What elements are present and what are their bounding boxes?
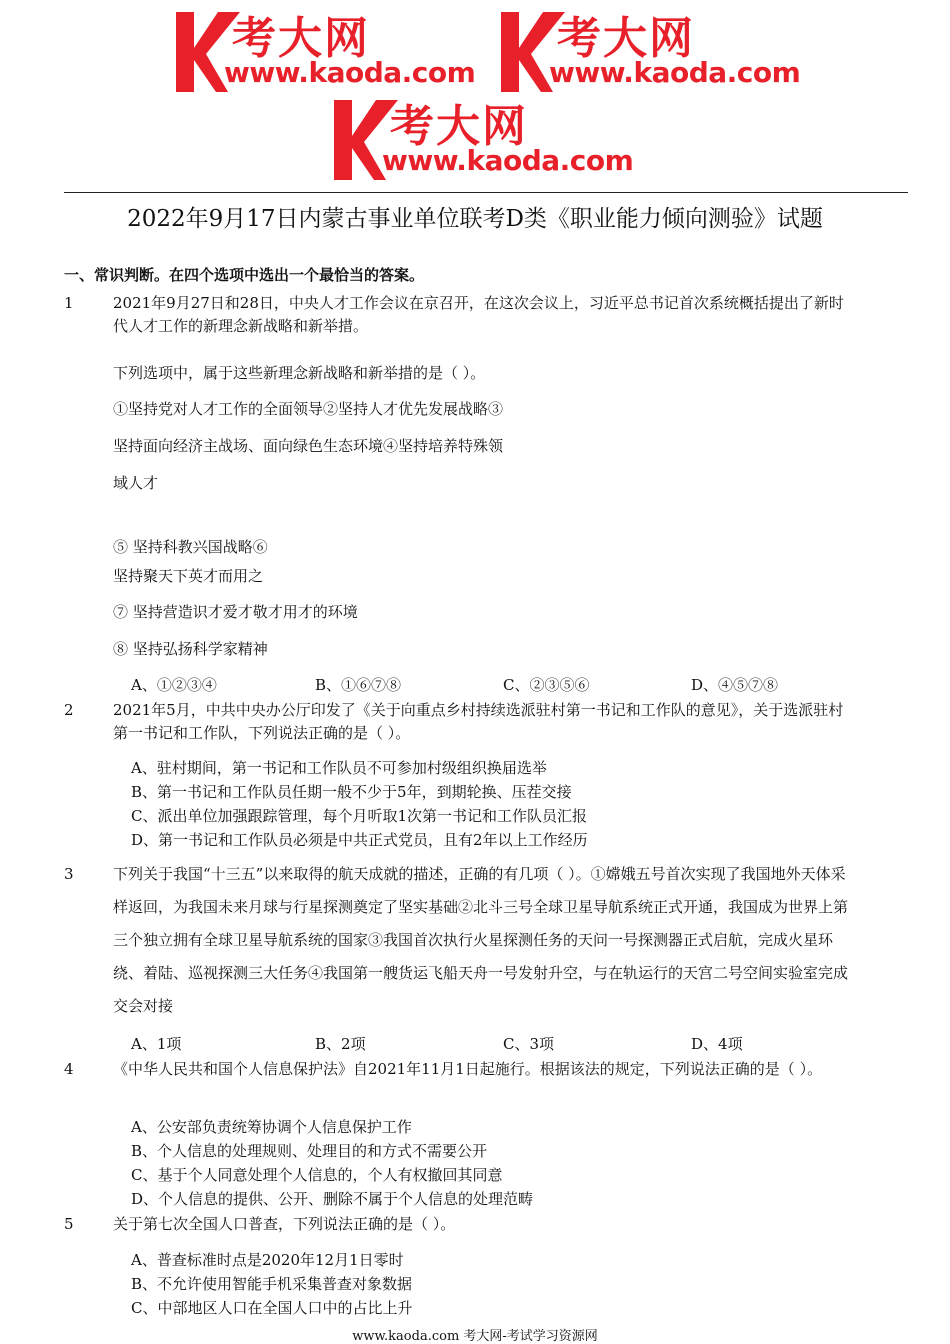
page-footer: www.kaoda.com 考大网-考试学习资源网 <box>352 1329 598 1344</box>
question-stem: 《中华人民共和国个人信息保护法》自2021年11月1日起施行。根据该法的规定，下列说法正确的是（ ）。 <box>113 1060 823 1078</box>
option-c[interactable]: C、3项 <box>503 1035 555 1053</box>
page-title: 2022年9月17日内蒙古事业单位联考D类《职业能力倾向测验》试题 <box>127 206 823 232</box>
statement-line: ①坚持党对人才工作的全面领导②坚持人才优先发展战略③ <box>113 400 504 418</box>
option-a[interactable]: A、①②③④ <box>131 676 217 694</box>
option-b[interactable]: B、①⑥⑦⑧ <box>315 676 402 694</box>
question-stem: 关于第七次全国人口普查，下列说法正确的是（ ）。 <box>113 1215 456 1233</box>
statement-line: ⑤ 坚持科教兴国战略⑥ <box>113 538 268 556</box>
question-number: 5 <box>64 1215 74 1233</box>
option-c[interactable]: C、基于个人同意处理个人信息的，个人有权撤回其同意 <box>131 1166 503 1184</box>
option-d[interactable]: D、4项 <box>691 1035 743 1053</box>
option-a[interactable]: A、普查标准时点是2020年12月1日零时 <box>131 1251 404 1269</box>
logo-url: www.kaoda.com <box>224 56 476 89</box>
question-number: 1 <box>64 294 74 312</box>
option-b[interactable]: B、个人信息的处理规则、处理目的和方式不需要公开 <box>131 1142 488 1160</box>
question-stem: 2021年9月27日和28日，中央人才工作会议在京召开，在这次会议上，习近平总书记首次系统概括提出了新时代人才工作的新理念新战略和新举措。 <box>113 294 844 335</box>
logo-url: www.kaoda.com <box>549 56 801 89</box>
statement-line: ⑧ 坚持弘扬科学家精神 <box>113 640 268 658</box>
option-c[interactable]: C、②③⑤⑥ <box>503 676 590 694</box>
statement-line: 坚持面向经济主战场、面向绿色生态环境④坚持培养特殊领 <box>113 437 504 455</box>
option-a[interactable]: A、1项 <box>131 1035 182 1053</box>
statement-line: 坚持聚天下英才而用之 <box>113 567 264 585</box>
question-stem: 2021年5月，中共中央办公厅印发了《关于向重点乡村持续选派驻村第一书记和工作队的意见》，关于选派驻村第一书记和工作队，下列说法正确的是（ ）。 <box>113 701 844 742</box>
option-c[interactable]: C、派出单位加强跟踪管理，每个月听取1次第一书记和工作队员汇报 <box>131 807 588 825</box>
option-c[interactable]: C、中部地区人口在全国人口中的占比上升 <box>131 1299 413 1317</box>
logo-brand-name: 考大网 <box>557 13 695 64</box>
question-stem: 下列关于我国“十三五”以来取得的航天成就的描述，正确的有几项（ ）。①嫦娥五号首次实现了我国地外天体采样返回，为我国未来月球与行星探测奠定了坚实基础②北斗三号全球卫星导航系统正式开通，我国成为世界上第三个独立拥有全球卫星导航系统的国家③我国首次执行火星探测任务的天问一号探测器正式启航，完成火星环绕、着陆、巡视探测三大任务④我国第一艘货运飞船天舟一号发射升空，与在轨运行的天宫二号空间实验室完成交会对接 <box>113 865 849 1015</box>
question-prompt: 下列选项中，属于这些新理念新战略和新举措的是（ ）。 <box>113 364 486 382</box>
question-number: 3 <box>64 865 74 883</box>
statement-line: 域人才 <box>113 474 159 492</box>
option-a[interactable]: A、驻村期间，第一书记和工作队员不可参加村级组织换届选举 <box>131 759 547 777</box>
question-number: 4 <box>64 1060 74 1078</box>
question-number: 2 <box>64 701 74 719</box>
option-d[interactable]: D、第一书记和工作队员必须是中共正式党员，且有2年以上工作经历 <box>131 831 588 849</box>
option-b[interactable]: B、不允许使用智能手机采集普查对象数据 <box>131 1275 413 1293</box>
section-heading: 一、常识判断。在四个选项中选出一个最恰当的答案。 <box>64 266 425 284</box>
option-a[interactable]: A、公安部负责统筹协调个人信息保护工作 <box>131 1118 412 1136</box>
header-divider <box>64 192 908 193</box>
statement-line: ⑦ 坚持营造识才爱才敬才用才的环境 <box>113 603 358 621</box>
option-b[interactable]: B、2项 <box>315 1035 366 1053</box>
option-d[interactable]: D、个人信息的提供、公开、删除不属于个人信息的处理范畴 <box>131 1190 534 1208</box>
option-b[interactable]: B、第一书记和工作队员任期一般不少于5年，到期轮换、压茬交接 <box>131 783 572 801</box>
logo-url: www.kaoda.com <box>382 144 634 177</box>
logo-brand-name: 考大网 <box>232 13 370 64</box>
logo-brand-name: 考大网 <box>390 101 528 152</box>
option-d[interactable]: D、④⑤⑦⑧ <box>691 676 779 694</box>
